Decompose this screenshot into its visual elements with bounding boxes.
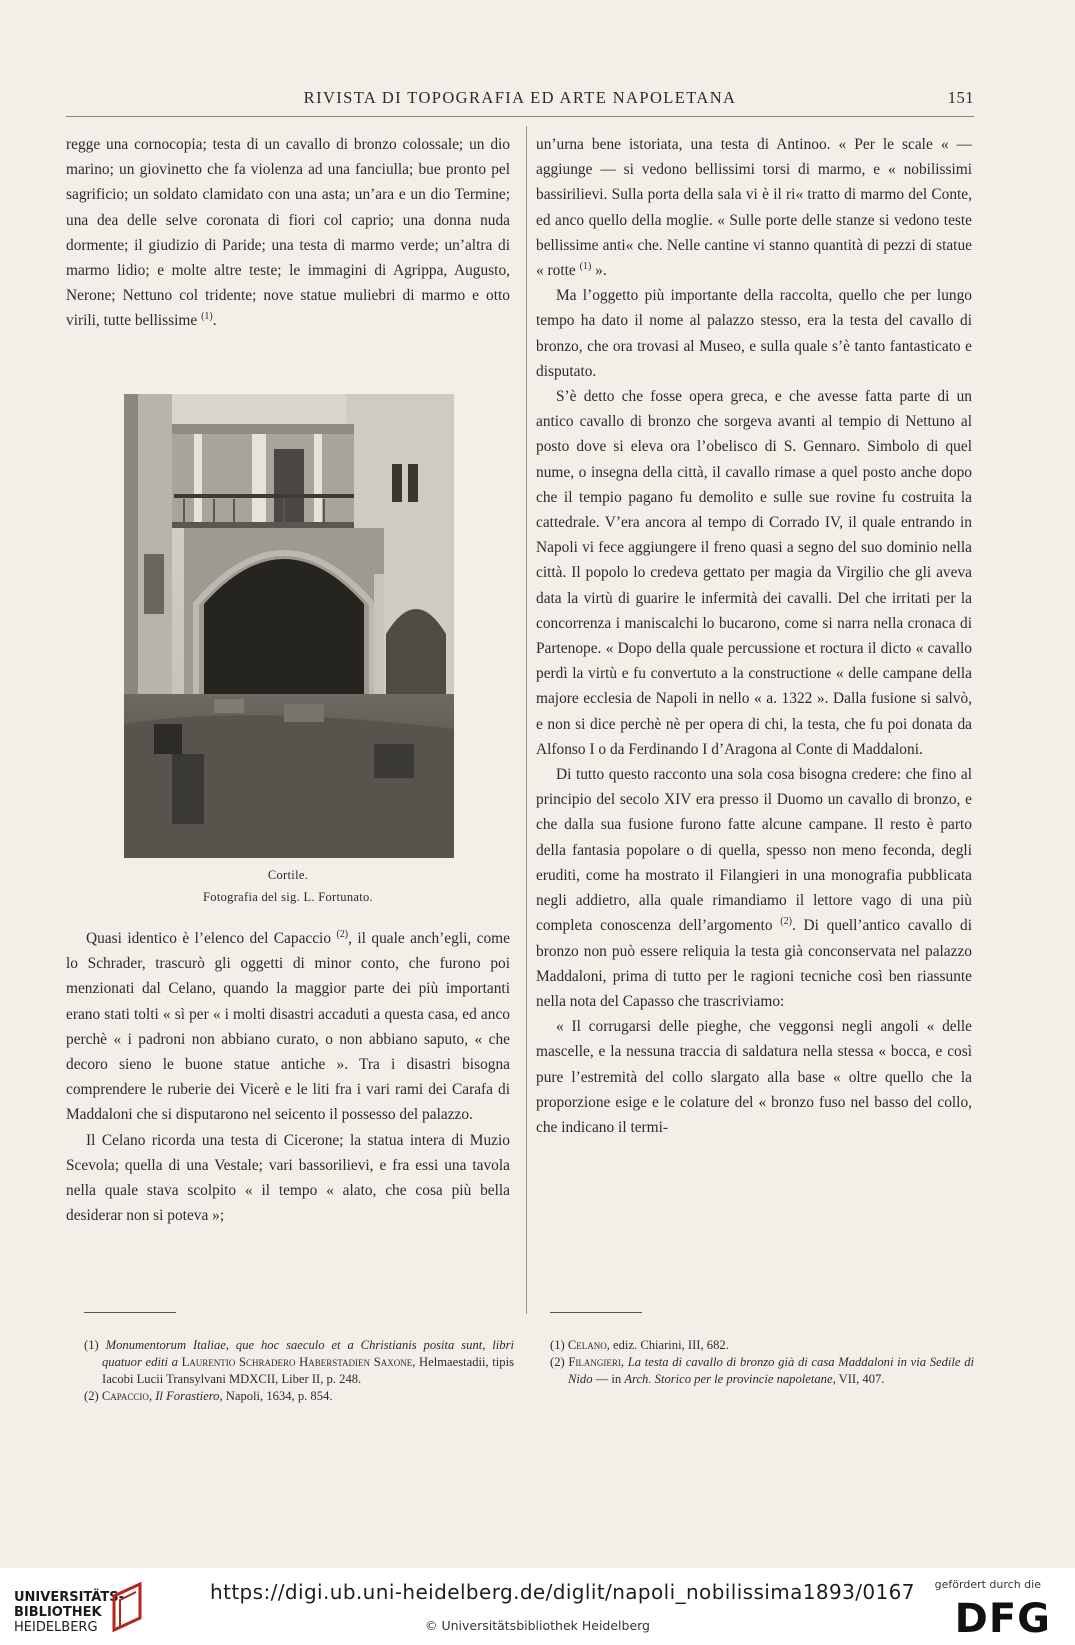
footnote-ref: (1) (201, 311, 213, 323)
left-paragraph-2: Quasi identico è l’elenco del Capaccio $^{(2)}$, il quale anch’egli, come lo Schrader, trascurò gli oggetti di minor conto, che furono poi menzionati dal Celano, quando la maggior parte dei più importanti erano stati tolti « sì per « i molti disastri accaduti a questa casa, ed anco perchè « i padroni non abbiano curato, o non abbiano saputo, « che decoro sieno le buone statue antiche ». Tra i disastri bisogna comprendere le ruberie dei Vicerè e le liti fra i vari rami dei Carafa di Maddaloni che si disputarono nel seicento il possesso del palazzo. (66, 928, 510, 1124)
journal-title: RIVISTA DI TOPOGRAFIA ED ARTE NAPOLETANA (303, 88, 737, 107)
funder-label: gefördert durch die (934, 1578, 1041, 1591)
footnote-rule-right (550, 1312, 642, 1313)
dfg-logo: DFG (954, 1596, 1051, 1642)
running-header (66, 86, 974, 117)
right-paragraph-1: un’urna bene istoriata, una testa di Antinoo. « Per le scale « — aggiunge — si vedono bellissimi torsi di marmo, e « nobilissimi bassirilievi. Sulla porta della sala vi è il ri« tratto di marmo del Conte, ed anco quello della moglie. « Sulle porte delle stanze si vedono teste bellissime anti« che. Nelle cantine vi stanno quantità di pezzi di statue « rotte $^{(1)}$ ». (536, 136, 972, 280)
left-column-lower (66, 926, 510, 1228)
footnote-ref: (1) (579, 260, 592, 272)
footnote-ref: (2) (336, 928, 349, 940)
page-number: 151 (947, 88, 974, 107)
left-column (66, 132, 510, 334)
footnotes-right (550, 1337, 974, 1388)
footnote-1: (1) Monumentorum Italiae, que hoc saeculo et a Christianis posita sunt, libri quatuor editi a Laurentio Schradero Haberstadien Saxone, Helmaestadii, tipis Iacobi Lucii Transylvani MDXCII, Liber II, p. 248. (84, 1338, 515, 1386)
permalink-url[interactable]: https://digi.ub.uni-heidelberg.de/diglit/napoli_nobilissima1893/0167 (210, 1580, 915, 1604)
right-paragraph-5: « Il corrugarsi delle pieghe, che veggonsi negli angoli « delle mascelle, e la nessuna traccia di saldatura nella stessa « bocca, e così pure l’estremità del collo slargato alla base « oltre quello che la proporzione esige e le colature del « bronzo fuso nel basso del collo, che indicano il termi- (536, 1018, 972, 1136)
left-paragraph-3: Il Celano ricorda una testa di Cicerone; la statua intera di Muzio Scevola; quella di una Vestale; vari bassorilievi, e fra essi una tavola nella quale stava scolpito « il tempo « alato, che cosa più bella desiderar non si poteva »; (66, 1131, 510, 1225)
footnote-1: (1) Celano, ediz. Chiarini, III, 682. (550, 1338, 729, 1352)
right-paragraph-4: Di tutto questo racconto una sola cosa bisogna credere: che fino al principio del secolo XIV era presso il Duomo un cavallo di bronzo, e che dalla sua fusione furono fatte alcune campane. Il resto è parto della fantasia popolare o di quella, spesso non meno feconda, degli eruditi, come ha mostrato il Filangieri in una monografia pubblicata negli addietro, alla quale rimandiamo il lettore vago di una più completa conoscenza dell’argomento $^{(2)}$. Di quell’antico cavallo di bronzo non può essere reliquia la testa già conconservata nel palazzo Maddaloni, prima di tutto per le ragioni tecniche così ben riassunte nella nota del Capasso che trascriviamo: (536, 766, 972, 1010)
figure-caption-title: Cortile. (267, 868, 309, 882)
courtyard-photo (124, 394, 454, 858)
column-separator (526, 126, 527, 1314)
copyright-notice: © Universitätsbibliothek Heidelberg (424, 1618, 650, 1633)
digital-library-footer (0, 1568, 1075, 1645)
right-paragraph-3: S’è detto che fosse opera greca, e che avesse fatta parte di un antico cavallo di bronzo che sorgeva avanti al tempio di Nettuno al posto dove si eleva ora l’obelisco di S. Gennaro. Simbolo di quel nume, o insegna della città, il cavallo rimase a quel posto anche dopo che il tempio pagano fu demolito e sulle sue rovine fu costruita la cattedrale. V’era ancora al tempo di Corrado IV, il quale entrando in Napoli vi fece aggiungere il freno quasi a segno del suo dominio nella città. Il popolo lo credeva gettato per magia da Virgilio che gli aveva data la virtù di guarire le infermità dei cavalli. Del che irritati per la concorrenza i maniscalchi lo bucarono, come si narra nella cronaca di Partenope. « Dopo della quale percussione et roctura il dicto « cavallo perdì la virtù e fu convertuto a la constructione « delle campane della majore ecclesia de Napoli in nello « a. 1322 ». Dalla fusione si salvò, e non si dice perchè nè per opera di chi, la testa, che fu poi donata da Alfonso I o da Ferdinando I d’Aragona al Conte di Maddaloni. (536, 388, 972, 758)
right-column (536, 132, 972, 1140)
left-paragraph-1: regge una cornocopia; testa di un cavallo di bronzo colossale; un dio marino; un giovinetto che fa violenza ad una fanciulla; bue pronto pel sagrificio; un soldato clamidato con una asta; un’ara e un dio Termine; una dea delle selve coronata di fiori col caprio; una donna nuda dormente; il giudizio di Paride; una testa di marmo verde; un’altra di marmo lidio; e molte altre teste; le immagini di Agrippa, Augusto, Nerone; Nettuno col tridente; nove statue muliebri di marmo e otto virili, tutte bellissime $^{(1)}$. (66, 136, 510, 330)
figure-caption-credit: Fotografia del sig. L. Fortunato. (203, 890, 373, 904)
footnote-2: (2) Capaccio, Il Forastiero, Napoli, 1634, p. 854. (84, 1389, 333, 1403)
footnotes-left (84, 1337, 514, 1405)
footnote-ref: (2) (780, 916, 792, 928)
footnote-rule-left (84, 1312, 176, 1313)
footnote-2: (2) Filangieri, La testa di cavallo di bronzo già di casa Maddaloni in via Sedile di Nido — in Arch. Storico per le provincie napoletane, VII, 407. (550, 1355, 974, 1386)
right-paragraph-2: Ma l’oggetto più importante della raccolta, quello che per lungo tempo ha dato il nome al palazzo stesso, era la testa del cavallo di bronzo, che ora trovasi al Museo, e sulla quale s’è tanto fantasticato e disputato. (536, 287, 972, 380)
library-name: UNIVERSITÄTS- BIBLIOTHEK HEIDELBERG (14, 1590, 124, 1635)
